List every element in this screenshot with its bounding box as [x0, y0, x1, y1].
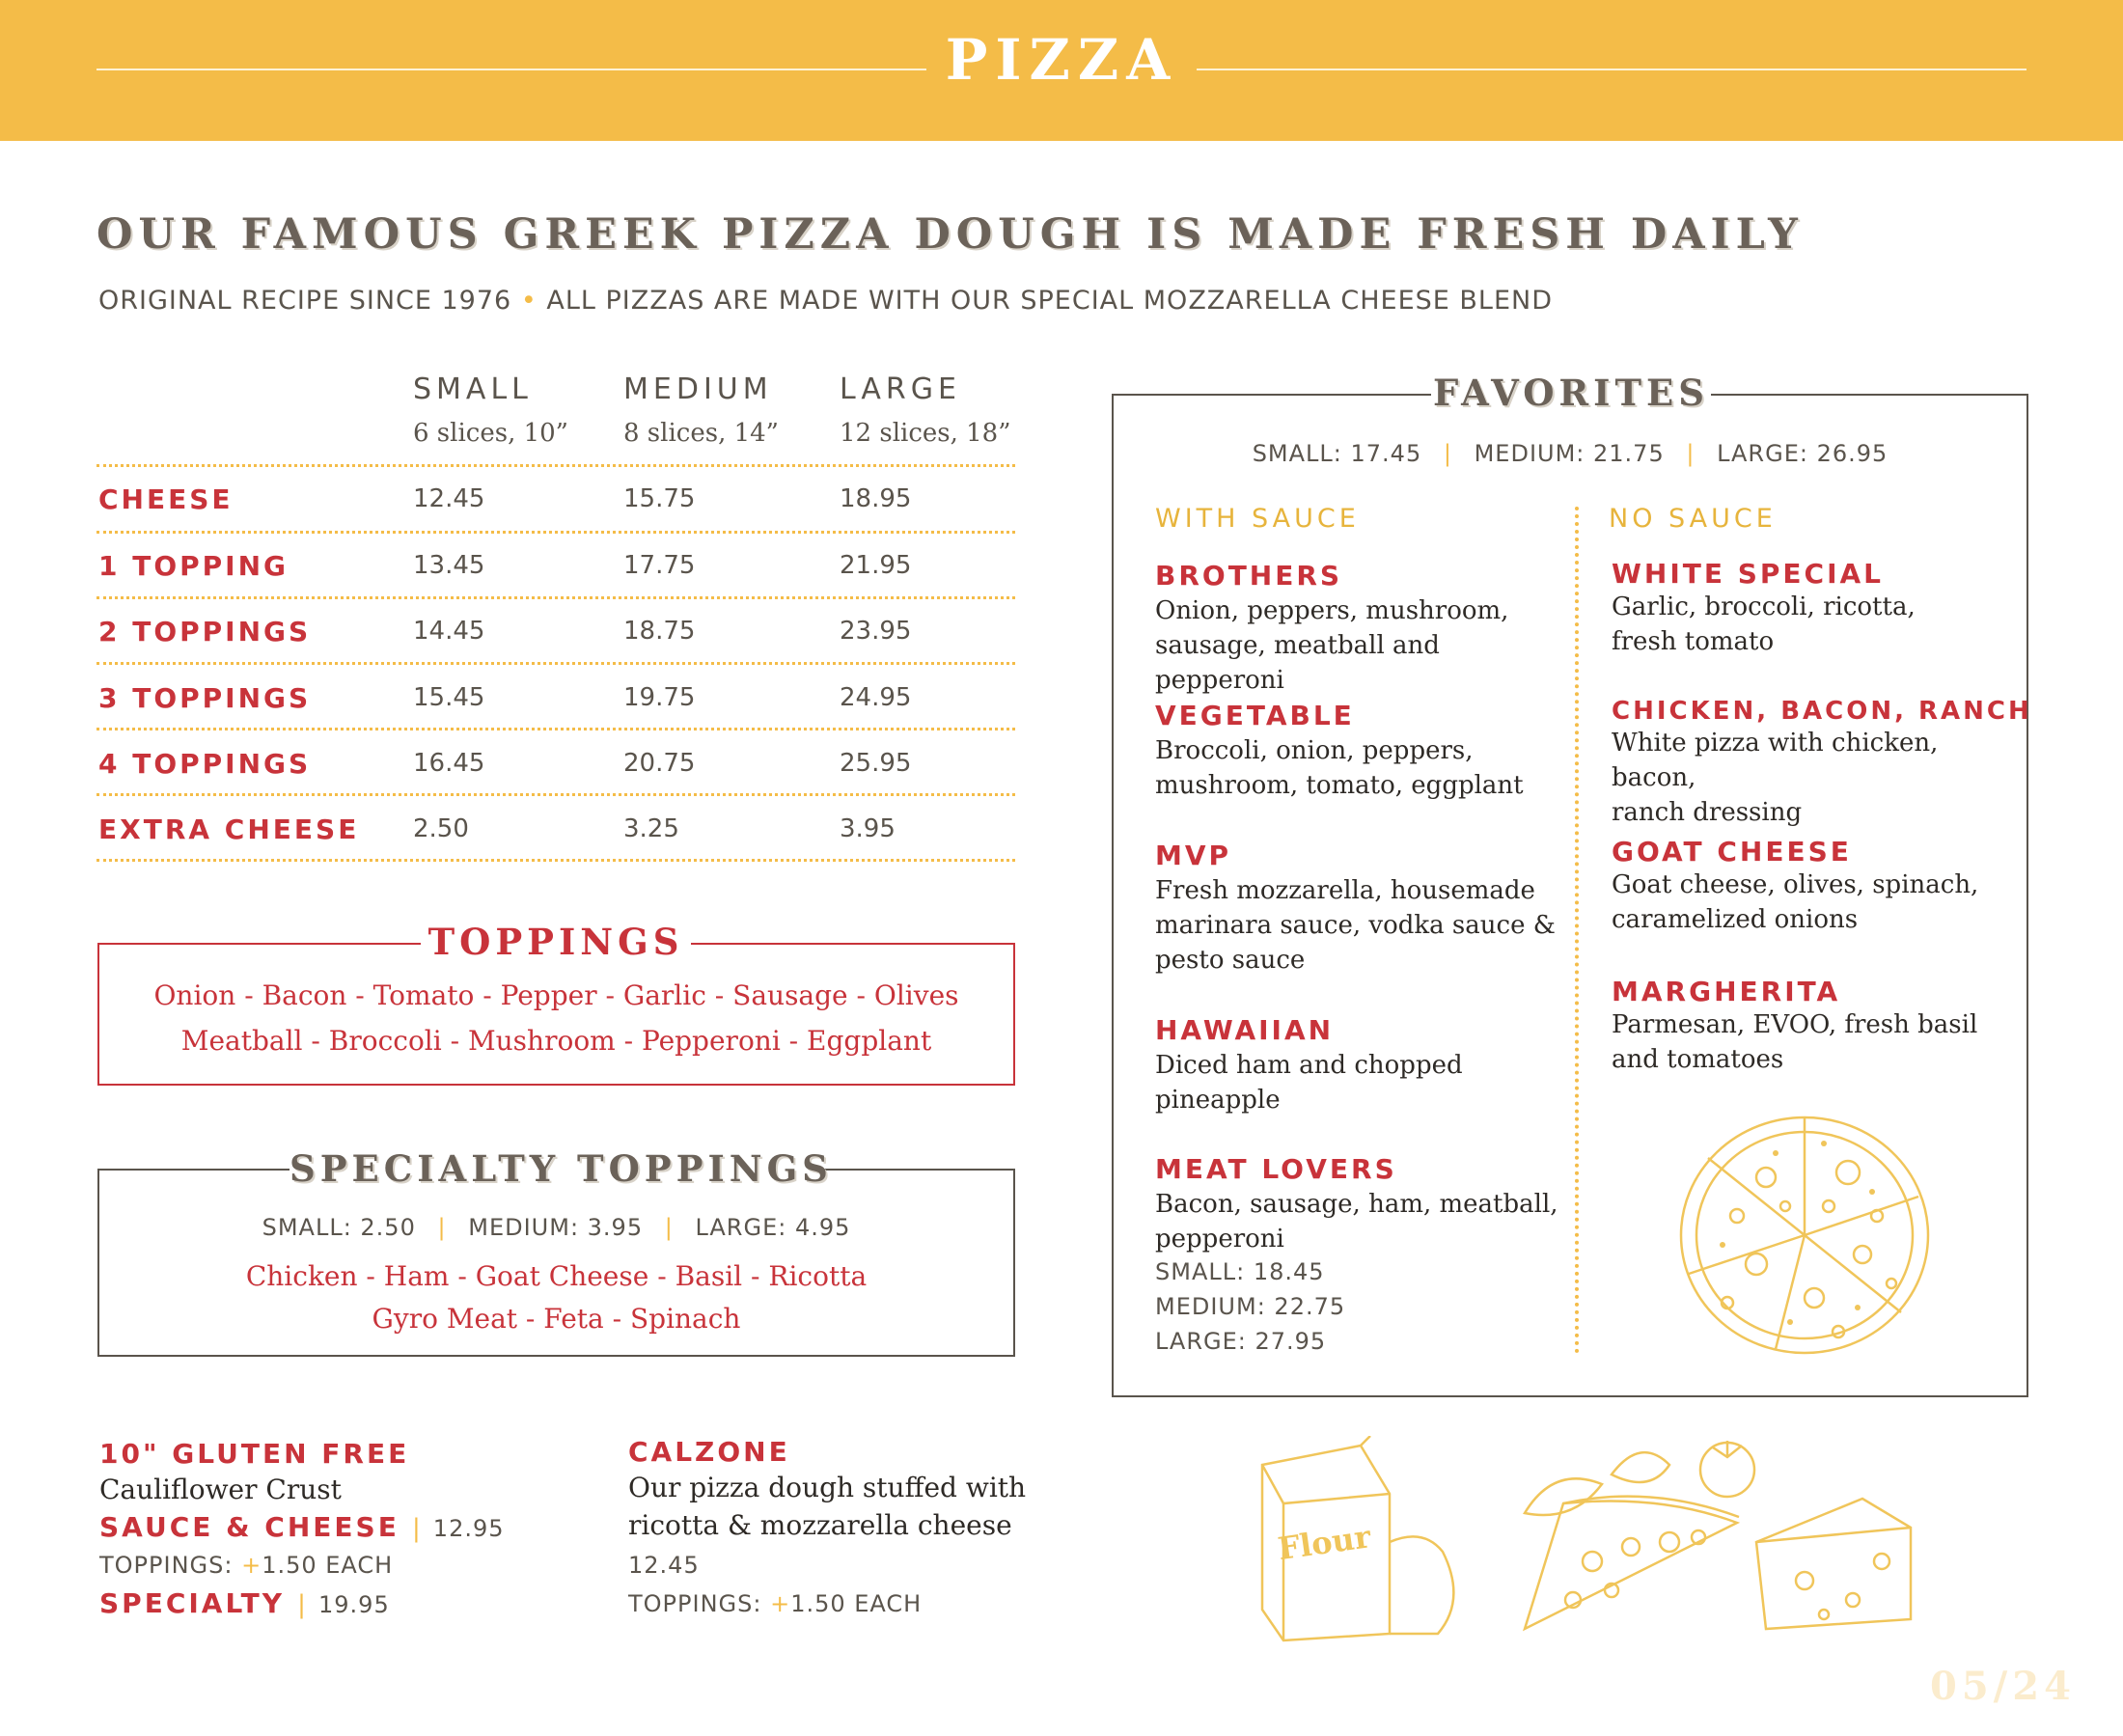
favorite-desc-line: Broccoli, onion, peppers, [1155, 736, 1474, 765]
specialty-toppings-title: SPECIALTY TOPPINGS [290, 1147, 833, 1190]
column-header-small: SMALL [413, 372, 533, 406]
favorite-desc [1612, 726, 2017, 830]
favorite-desc-line: pineapple [1155, 1086, 1281, 1115]
calzone-desc-line: ricotta & mozzarella cheese [628, 1509, 1012, 1541]
page-number: 05/24 [1930, 1664, 2076, 1709]
row-name-3-toppings: 3 TOPPINGS [98, 682, 312, 714]
gluten-free-subtitle: Cauliflower Crust [99, 1474, 342, 1505]
plus-sign: + [241, 1552, 262, 1579]
toppings-prefix: TOPPINGS: [628, 1590, 771, 1617]
subline [98, 286, 1553, 316]
calzone-title: CALZONE [628, 1436, 790, 1468]
favorite-desc-line: marinara sauce, vodka sauce & [1155, 911, 1556, 940]
gluten-free-sauce-price: 12.95 [432, 1515, 505, 1542]
with-sauce-heading: WITH SAUCE [1155, 504, 1360, 534]
favorite-name: GOAT CHEESE [1612, 836, 1852, 868]
favorite-desc [1612, 1007, 2017, 1077]
favorite-desc-line: and tomatoes [1612, 1045, 1784, 1074]
price-cell: 13.45 [413, 551, 485, 580]
price-cell: 12.45 [413, 484, 485, 513]
favorite-name: HAWAIIAN [1155, 1014, 1335, 1046]
gluten-free-sauce-row [99, 1511, 505, 1543]
favorite-desc-line: Onion, peppers, mushroom, [1155, 596, 1509, 625]
table-divider [96, 793, 1015, 796]
meat-lovers-price-medium: MEDIUM: 22.75 [1155, 1293, 1346, 1320]
favorite-hawaiian [1155, 1014, 1570, 1117]
favorites-title: FAVORITES [1431, 372, 1711, 414]
row-name-2-toppings: 2 TOPPINGS [98, 616, 312, 648]
favorite-desc [1155, 1048, 1570, 1117]
favorite-desc-line: sausage, meatball and pepperoni [1155, 631, 1440, 695]
favorite-margherita [1612, 976, 2017, 1077]
subline-right: ALL PIZZAS ARE MADE WITH OUR SPECIAL MOZZARELLA CHEESE BLEND [546, 286, 1554, 316]
favorites-price-large: LARGE: 26.95 [1717, 440, 1889, 467]
meat-lovers-price-large: LARGE: 27.95 [1155, 1328, 1327, 1355]
price-cell: 17.75 [623, 551, 696, 580]
price-separator: | [297, 1590, 306, 1619]
price-separator: | [411, 1514, 421, 1543]
favorite-desc-line: Parmesan, EVOO, fresh basil [1612, 1010, 1978, 1039]
row-name-4-toppings: 4 TOPPINGS [98, 748, 312, 780]
table-divider [96, 596, 1015, 599]
gluten-free-toppings [99, 1552, 393, 1579]
favorite-desc-line: pesto sauce [1155, 946, 1306, 975]
favorite-desc-line: mushroom, tomato, eggplant [1155, 771, 1524, 800]
subline-separator: • [520, 286, 538, 316]
headline: OUR FAMOUS GREEK PIZZA DOUGH IS MADE FRESH DAILY [96, 210, 1804, 259]
flour-label: Flour [1275, 1518, 1373, 1568]
price-cell: 23.95 [840, 617, 912, 646]
meat-lovers-prices [1155, 1254, 1570, 1359]
price-cell: 3.25 [623, 814, 679, 843]
calzone-toppings [628, 1590, 922, 1617]
calzone-desc-line: Our pizza dough stuffed with [628, 1472, 1027, 1503]
price-cell: 20.75 [623, 749, 696, 778]
favorite-desc-line: Fresh mozzarella, housemade [1155, 876, 1535, 905]
toppings-price: 1.50 EACH [790, 1590, 923, 1617]
favorite-mvp [1155, 840, 1570, 978]
gluten-free-sauce-label: SAUCE & CHEESE [99, 1511, 400, 1543]
price-cell: 19.75 [623, 683, 696, 712]
column-header-medium: MEDIUM [623, 372, 773, 406]
favorite-chicken-bacon-ranch [1612, 697, 2032, 830]
toppings-title: TOPPINGS [421, 921, 691, 963]
column-divider [1575, 507, 1579, 1354]
subline-left: ORIGINAL RECIPE SINCE 1976 [98, 286, 512, 316]
toppings-box [97, 943, 1015, 1086]
meat-lovers-price-small: SMALL: 18.45 [1155, 1258, 1325, 1285]
favorite-desc-line: Goat cheese, olives, spinach, [1612, 870, 1979, 899]
favorite-desc [1612, 868, 2017, 937]
table-divider [96, 464, 1015, 467]
specialty-price-medium: MEDIUM: 3.95 [468, 1214, 644, 1241]
favorite-vegetable [1155, 700, 1570, 803]
favorite-meat-lovers [1155, 1153, 1570, 1359]
favorite-name: WHITE SPECIAL [1612, 558, 1885, 590]
toppings-line-1: Onion - Bacon - Tomato - Pepper - Garlic - Sausage - Olives [153, 979, 959, 1011]
price-cell: 15.45 [413, 683, 485, 712]
column-header-large: LARGE [840, 372, 961, 406]
favorite-desc [1155, 1187, 1570, 1256]
price-cell: 3.95 [840, 814, 896, 843]
price-cell: 15.75 [623, 484, 696, 513]
table-divider [96, 531, 1015, 534]
favorite-name: MARGHERITA [1612, 976, 1841, 1007]
page-title: PIZZA [0, 27, 2123, 93]
favorite-desc-line: Garlic, broccoli, ricotta, [1612, 592, 1916, 621]
gluten-free-title: 10" GLUTEN FREE [99, 1438, 410, 1470]
favorite-desc-line: caramelized onions [1612, 905, 1859, 934]
price-cell: 24.95 [840, 683, 912, 712]
favorite-desc-line: fresh tomato [1612, 627, 1775, 656]
price-cell: 2.50 [413, 814, 469, 843]
favorite-desc [1155, 733, 1570, 803]
price-cell: 21.95 [840, 551, 912, 580]
favorites-prices [1112, 440, 2028, 467]
favorite-white-special [1612, 558, 2017, 659]
specialty-prices [97, 1214, 1015, 1241]
specialty-line-2: Gyro Meat - Feta - Spinach [372, 1303, 741, 1335]
gluten-free-specialty-label: SPECIALTY [99, 1587, 286, 1619]
calzone-desc [628, 1469, 1026, 1544]
ingredients-sketch-icon [1245, 1436, 1920, 1648]
favorite-name: BROTHERS [1155, 560, 1343, 592]
toppings-price: 1.50 EACH [262, 1552, 394, 1579]
price-cell: 16.45 [413, 749, 485, 778]
price-separator: | [664, 1214, 674, 1241]
specialty-line-1: Chicken - Ham - Goat Cheese - Basil - Ricotta [245, 1260, 868, 1292]
specialty-price-small: SMALL: 2.50 [262, 1214, 416, 1241]
specialty-price-large: LARGE: 4.95 [695, 1214, 851, 1241]
favorite-name: MEAT LOVERS [1155, 1153, 1397, 1185]
row-name-1-topping: 1 TOPPING [98, 550, 290, 582]
price-separator: | [1443, 440, 1452, 467]
price-cell: 18.75 [623, 617, 696, 646]
favorite-desc [1155, 873, 1570, 978]
no-sauce-heading: NO SAUCE [1609, 504, 1777, 534]
favorite-desc-line: ranch dressing [1612, 798, 1803, 827]
price-separator: | [437, 1214, 447, 1241]
pizza-sketch-icon [1669, 1100, 1945, 1363]
plus-sign: + [770, 1590, 791, 1617]
favorite-brothers [1155, 560, 1570, 698]
row-name-cheese: CHEESE [98, 483, 234, 515]
column-slices-large: 12 slices, 18” [840, 419, 1011, 448]
price-separator: | [1686, 440, 1696, 467]
price-cell: 14.45 [413, 617, 485, 646]
favorite-desc-line: Diced ham and chopped [1155, 1051, 1463, 1080]
favorite-goat-cheese [1612, 836, 2017, 937]
table-divider [96, 662, 1015, 665]
column-slices-small: 6 slices, 10” [413, 419, 568, 448]
favorite-desc [1155, 593, 1570, 698]
column-slices-medium: 8 slices, 14” [623, 419, 779, 448]
toppings-prefix: TOPPINGS: [99, 1552, 242, 1579]
favorite-name: VEGETABLE [1155, 700, 1355, 731]
favorite-name: CHICKEN, BACON, RANCH [1612, 697, 2032, 726]
favorite-desc-line: White pizza with chicken, bacon, [1612, 729, 1939, 792]
favorite-name: MVP [1155, 840, 1232, 871]
favorites-price-small: SMALL: 17.45 [1252, 440, 1422, 467]
calzone-price: 12.45 [628, 1552, 700, 1579]
gluten-free-specialty-price: 19.95 [318, 1591, 390, 1618]
favorite-desc-line: Bacon, sausage, ham, meatball, [1155, 1190, 1558, 1219]
gluten-free-specialty-row [99, 1587, 390, 1619]
toppings-line-2: Meatball - Broccoli - Mushroom - Pepperoni - Eggplant [180, 1025, 932, 1057]
price-cell: 25.95 [840, 749, 912, 778]
favorites-price-medium: MEDIUM: 21.75 [1474, 440, 1665, 467]
table-divider [96, 728, 1015, 730]
favorite-desc-line: pepperoni [1155, 1225, 1284, 1254]
favorite-desc [1612, 590, 2017, 659]
price-cell: 18.95 [840, 484, 912, 513]
table-divider [96, 859, 1015, 862]
row-name-extra-cheese: EXTRA CHEESE [98, 813, 360, 845]
